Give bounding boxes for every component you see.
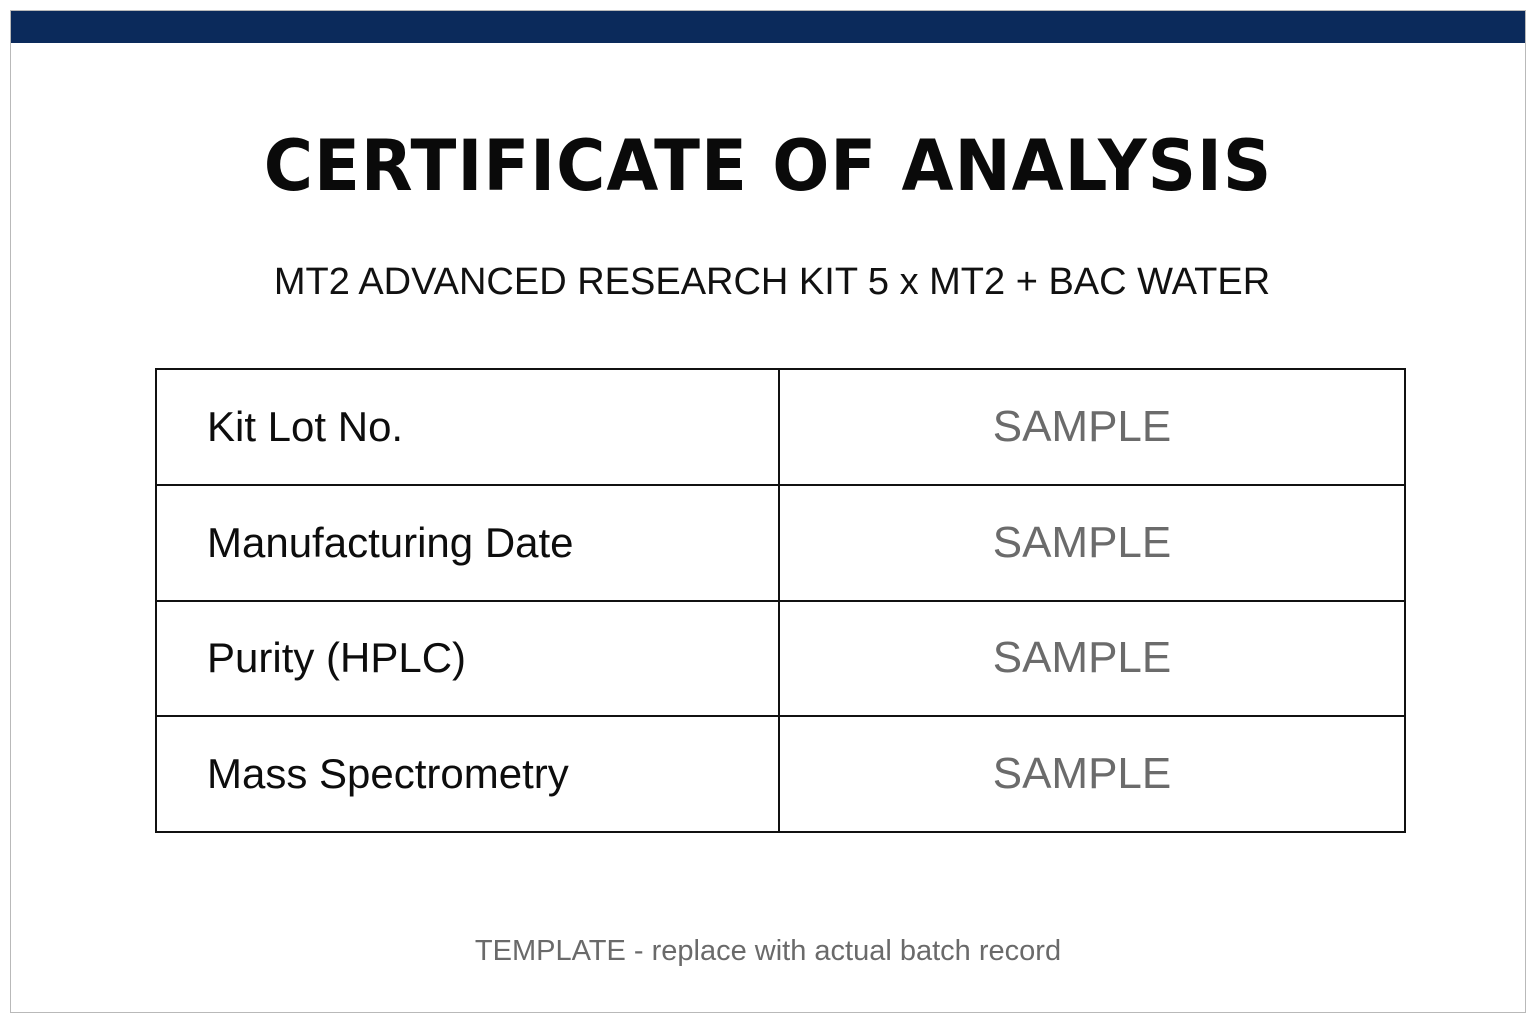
document-title: CERTIFICATE OF ANALYSIS [263, 125, 1273, 207]
row-label: Mass Spectrometry [157, 717, 780, 831]
certificate-document [10, 10, 1526, 1013]
row-value: SAMPLE [992, 633, 1172, 683]
table-row-manufacturing-date [157, 486, 1404, 602]
row-label: Manufacturing Date [157, 486, 780, 600]
document-subtitle: MT2 ADVANCED RESEARCH KIT 5 x MT2 + BAC WATER [273, 261, 1271, 303]
row-label: Kit Lot No. [157, 370, 780, 484]
row-value: SAMPLE [992, 401, 1172, 451]
table-row-purity [157, 602, 1404, 718]
table-row-mass-spectrometry [157, 717, 1404, 831]
row-label: Purity (HPLC) [157, 602, 780, 716]
header-bar [11, 11, 1525, 43]
table-row-kit-lot [157, 370, 1404, 486]
template-footer-note: TEMPLATE - replace with actual batch record [474, 935, 1062, 967]
row-value: SAMPLE [992, 517, 1172, 567]
analysis-table [155, 368, 1406, 833]
row-value: SAMPLE [992, 749, 1172, 799]
